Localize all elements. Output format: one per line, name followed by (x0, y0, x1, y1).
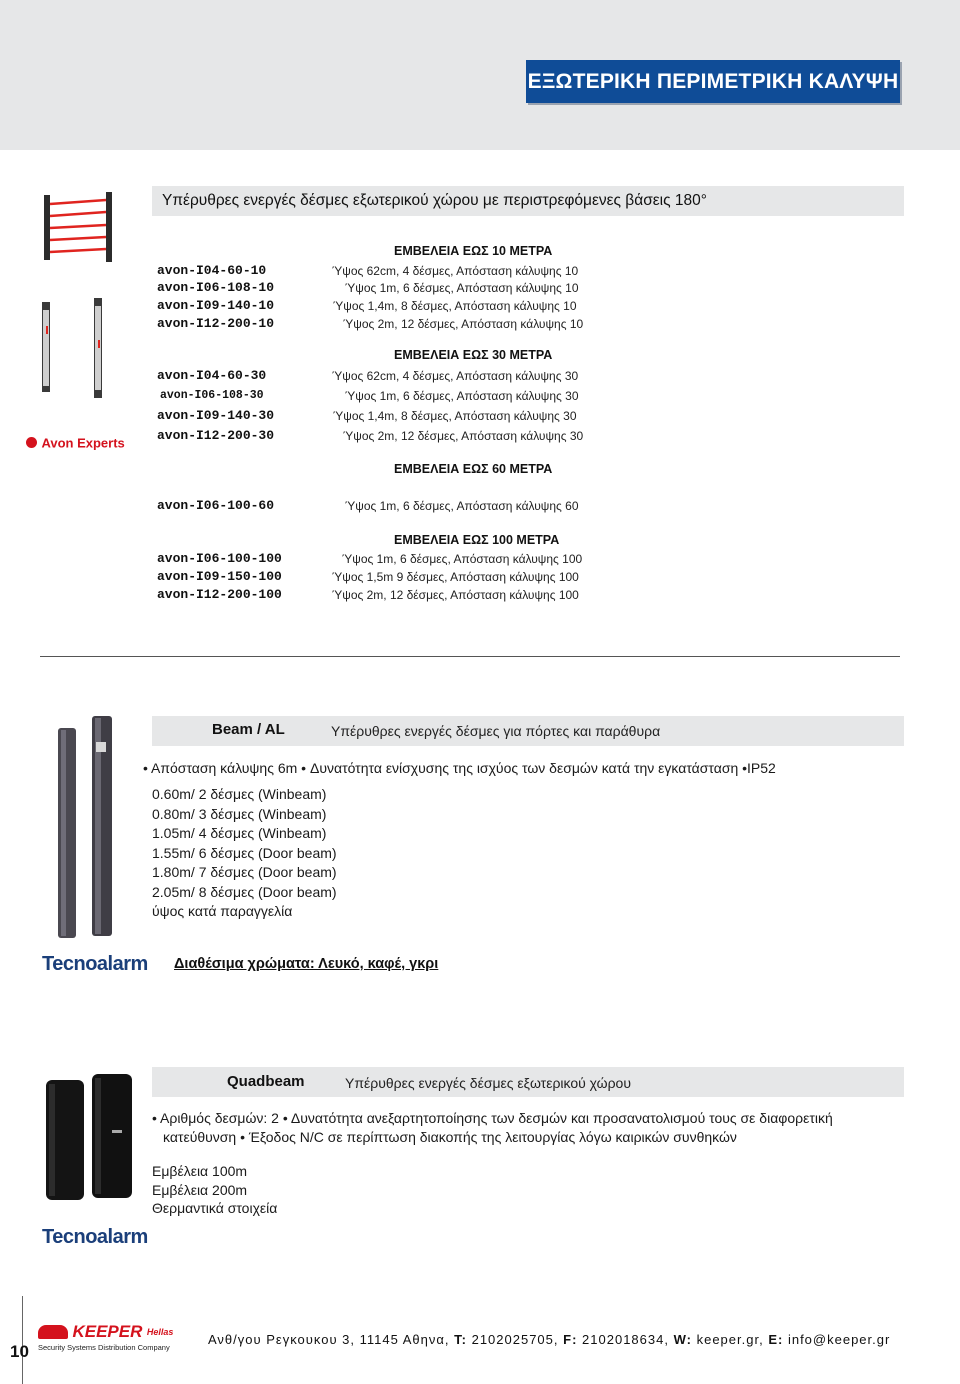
product-code: avon-I06-108-10 (157, 280, 275, 295)
product-code: avon-I09-140-30 (157, 408, 275, 423)
variant-item: 2.05m/ 8 δέσμες (Door beam) (152, 884, 337, 900)
product-tagline: Υπέρυθρες ενεργές δέσμες εξωτερικού χώρου (345, 1075, 631, 1091)
product-desc: Ύψος 62cm, 4 δέσμες, Απόσταση κάλυψης 30 (332, 369, 579, 383)
range-heading: ΕΜΒΕΛΕΙΑ ΕΩΣ 100 ΜΕΤΡΑ (394, 533, 560, 547)
product-desc: Ύψος 1m, 6 δέσμες, Απόσταση κάλυψης 100 (342, 552, 583, 566)
product-code: avon-I06-100-100 (157, 551, 282, 566)
features-text: • Απόσταση κάλυψης 6m • Δυνατότητα ενίσχυσης της ισχύος των δεσμών κατά την εγκατάσταση •IP52 (143, 760, 776, 776)
keeper-logo (38, 1322, 200, 1356)
footer-fax: 2102018634, (582, 1332, 669, 1347)
quadbeam-image (42, 1070, 138, 1206)
product-code: avon-I06-108-30 (160, 389, 264, 402)
tecnoalarm-logo (42, 953, 152, 979)
keeper-logo-text: KEEPER (72, 1322, 143, 1341)
section-bar-avon (152, 186, 904, 216)
product-desc: Ύψος 1m, 6 δέσμες, Απόσταση κάλυψης 10 (345, 281, 579, 295)
beam-al-image (50, 712, 130, 948)
footer-tel: 2102025705, (471, 1332, 559, 1347)
product-code: avon-I06-100-60 (157, 498, 275, 513)
variant-item: 1.55m/ 6 δέσμες (Door beam) (152, 845, 337, 861)
page-number: 10 (10, 1342, 29, 1361)
tecnoalarm-logo-text: Tecnoalarm (42, 1226, 148, 1248)
variant-item: Θερμαντικά στοιχεία (152, 1200, 278, 1216)
keeper-tagline: Security Systems Distribution Company (38, 1343, 170, 1352)
footer-web-link[interactable]: keeper.gr, (696, 1332, 764, 1347)
product-desc: Ύψος 62cm, 4 δέσμες, Απόσταση κάλυψης 10 (332, 264, 579, 278)
variant-item: 1.05m/ 4 δέσμες (Winbeam) (152, 825, 327, 841)
product-desc: Ύψος 2m, 12 δέσμες, Απόσταση κάλυψης 30 (343, 429, 584, 443)
variant-item: ύψος κατά παραγγελία (152, 903, 293, 919)
footer-tel-label: T: (454, 1332, 467, 1347)
product-name: Beam / AL (212, 721, 285, 738)
tecnoalarm-logo (42, 1226, 152, 1252)
range-heading: ΕΜΒΕΛΕΙΑ ΕΩΣ 30 ΜΕΤΡΑ (394, 348, 553, 362)
product-code: avon-I04-60-10 (157, 263, 267, 278)
product-code: avon-I12-200-100 (157, 587, 282, 602)
footer-email-link[interactable]: info@keeper.gr (787, 1332, 891, 1347)
product-code: avon-I12-200-30 (157, 428, 275, 443)
available-colors: Διαθέσιμα χρώματα: Λευκό, καφέ, γκρι (174, 956, 439, 972)
product-desc: Ύψος 1,5m 9 δέσμες, Απόσταση κάλυψης 100 (332, 570, 579, 584)
product-tagline: Υπέρυθρες ενεργές δέσμες για πόρτες και παράθυρα (331, 723, 661, 739)
section-divider (40, 656, 900, 657)
footer-address: Ανθ/γου Ρεγκουκου 3, 11145 Αθηνα, (208, 1332, 450, 1347)
footer-contact (208, 1332, 890, 1347)
variant-item: 1.80m/ 7 δέσμες (Door beam) (152, 864, 337, 880)
avon-beam-towers-image (34, 190, 134, 410)
product-desc: Ύψος 1,4m, 8 δέσμες, Απόσταση κάλυψης 10 (333, 299, 577, 313)
product-name: Quadbeam (227, 1073, 305, 1090)
variant-item: 0.80m/ 3 δέσμες (Winbeam) (152, 806, 327, 822)
footer-email-label: E: (768, 1332, 784, 1347)
footer-fax-label: F: (563, 1332, 578, 1347)
avon-logo-text: Avon Experts (41, 435, 125, 451)
range-heading: ΕΜΒΕΛΕΙΑ ΕΩΣ 10 ΜΕΤΡΑ (394, 244, 553, 258)
product-desc: Ύψος 1m, 6 δέσμες, Απόσταση κάλυψης 30 (345, 389, 579, 403)
features-text-line1: • Αριθμός δεσμών: 2 • Δυνατότητα ανεξαρτητοποίησης των δεσμών και προσανατολισμού τους σε διαφορετική (152, 1110, 833, 1126)
variant-item: Εμβέλεια 100m (152, 1163, 248, 1179)
product-code: avon-I09-140-10 (157, 298, 275, 313)
variant-item: 0.60m/ 2 δέσμες (Winbeam) (152, 786, 327, 802)
product-desc: Ύψος 1m, 6 δέσμες, Απόσταση κάλυψης 60 (345, 499, 579, 513)
product-desc: Ύψος 1,4m, 8 δέσμες, Απόσταση κάλυψης 30 (333, 409, 577, 423)
footer-web-label: W: (673, 1332, 692, 1347)
avon-experts-logo (26, 434, 136, 454)
footer-vertical-line (22, 1296, 23, 1384)
keeper-logo-sub: Hellas (146, 1327, 174, 1337)
avon-logo-mark-icon (26, 437, 37, 448)
section-bar-text: Υπέρυθρες ενεργές δέσμες εξωτερικού χώρου με περιστρεφόμενες βάσεις 180° (162, 192, 707, 209)
variant-item: Εμβέλεια 200m (152, 1182, 248, 1198)
product-desc: Ύψος 2m, 12 δέσμες, Απόσταση κάλυψης 10 (343, 317, 584, 331)
tecnoalarm-logo-text: Tecnoalarm (42, 953, 148, 975)
product-code: avon-I04-60-30 (157, 368, 267, 383)
product-desc: Ύψος 2m, 12 δέσμες, Απόσταση κάλυψης 100 (332, 588, 579, 602)
keeper-logo-mark-icon (38, 1325, 68, 1339)
page-title: ΕΞΩΤΕΡΙΚΗ ΠΕΡΙΜΕΤΡΙΚΗ ΚΑΛΥΨΗ (526, 60, 900, 103)
features-text-line2: κατεύθυνση • Έξοδος N/C σε περίπτωση διακοπής της λειτουργίας λόγω καιρικών συνθηκών (163, 1129, 737, 1145)
product-code: avon-I09-150-100 (157, 569, 282, 584)
product-code: avon-I12-200-10 (157, 316, 275, 331)
range-heading: ΕΜΒΕΛΕΙΑ ΕΩΣ 60 ΜΕΤΡΑ (394, 462, 553, 476)
